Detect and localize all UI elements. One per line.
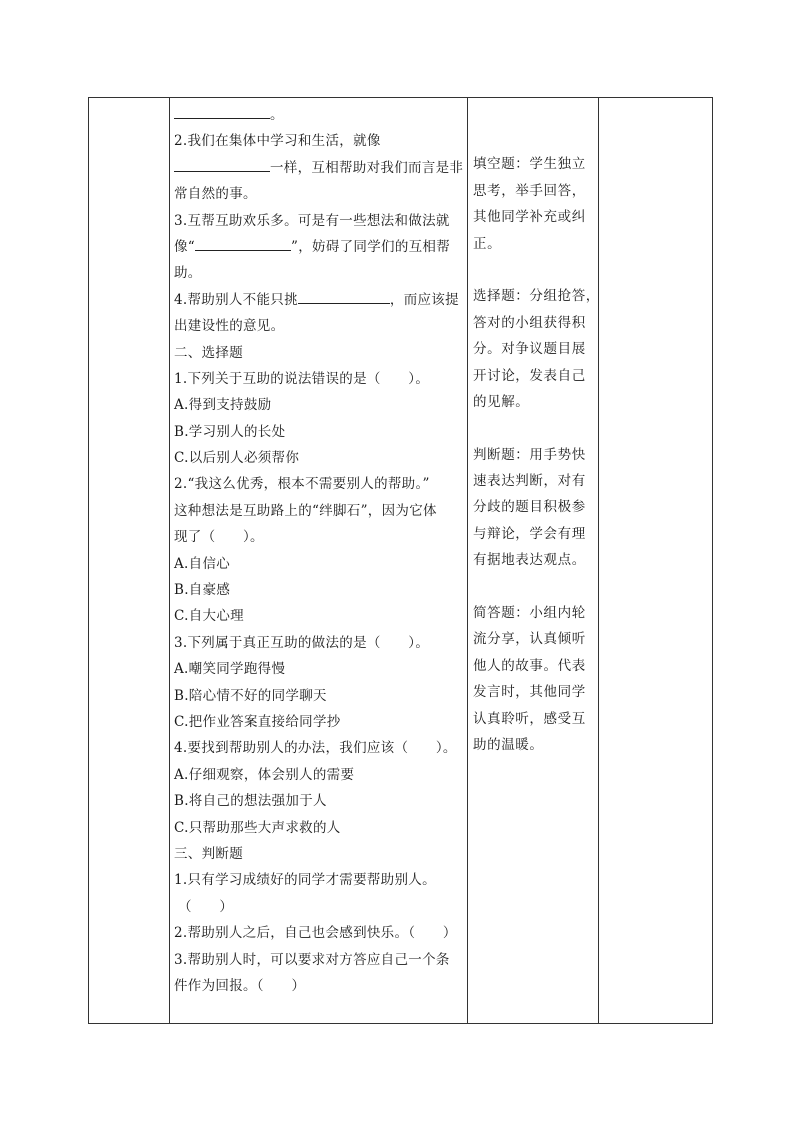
choice-question-2-cont: 这种想法是互助路上的“绊脚石”，因为它体 [174,502,437,519]
note-short: 助的温暖。 [473,736,544,753]
note-fill: 正。 [473,235,502,252]
section-heading-choice: 二、选择题 [174,344,243,361]
note-judge: 有据地表达观点。 [473,552,586,569]
note-choice: 的见解。 [473,393,530,410]
answer-blank[interactable] [195,236,291,251]
exercise-column [169,98,467,999]
judge-question-3: 3.帮助别人时，可以要求对方答应自己一个条 [174,951,450,968]
judge-question-1: 1.只有学习成绩好的同学才需要帮助别人。 [174,872,436,889]
fill-item-3-cont: 助。 [174,265,202,282]
answer-blank[interactable] [298,289,390,304]
choice-option: A.得到支持鼓励 [174,397,272,414]
judge-question-1-bracket: （ ） [178,898,234,915]
judge-question-3-cont: 件作为回报。（ ） [174,977,306,994]
choice-option: A.仔细观察，体会别人的需要 [174,766,355,783]
note-fill: 其他同学补充或纠 [473,209,586,226]
note-short: 他人的故事。代表 [473,657,586,674]
choice-option: C.以后别人必须帮你 [174,450,300,467]
note-judge: 判断题：用手势快 [473,446,586,463]
note-judge: 与辩论，学会有理 [473,525,586,542]
choice-question-3: 3.下列属于真正互助的做法的是（ ）。 [174,634,430,651]
choice-question-2: 2.“我这么优秀，根本不需要别人的帮助。” [174,476,430,493]
answer-blank[interactable] [174,104,270,119]
choice-option: C.把作业答案直接给同学抄 [174,713,341,730]
choice-option: B.自豪感 [174,582,231,599]
note-fill: 思考，举手回答， [473,182,586,199]
judge-question-2: 2.帮助别人之后，自己也会感到快乐。（ ） [174,925,457,942]
note-short: 认真聆听，感受互 [473,710,586,727]
fill-item-2-text: 2.我们在集体中学习和生活，就像 [174,133,381,150]
note-fill: 填空题：学生独立 [473,156,586,173]
note-choice: 分。对争议题目展 [473,341,586,358]
answer-blank[interactable] [174,157,270,172]
fill-item-3-blank-line: 像“ ”，妨碍了同学们的互相帮 [174,234,467,260]
choice-option: A.嘲笑同学跑得慢 [174,661,286,678]
note-short: 简答题：小组内轮 [473,605,586,622]
choice-option: B.将自己的想法强加于人 [174,793,327,810]
note-judge: 速表达判断，对有 [473,473,586,490]
fill-item-4-blank-line: 4.帮助别人不能只挑 ，而应该提 [174,287,467,313]
section-heading-judge: 三、判断题 [174,845,243,862]
fill-item-3-text: 3.互帮互助欢乐多。可是有一些想法和做法就 [174,212,450,229]
note-short: 流分享，认真倾听 [473,631,586,648]
activity-column [467,98,599,758]
choice-option: C.自大心理 [174,608,244,625]
fill-item-2-cont: 常自然的事。 [174,186,257,203]
choice-question-2-cont: 现了（ ）。 [174,529,264,546]
fill-item-1: 。 [174,102,467,128]
choice-option: C.只帮助那些大声求救的人 [174,819,341,836]
choice-question-4: 4.要找到帮助别人的办法，我们应该（ ）。 [174,740,457,757]
note-choice: 开讨论，发表自己 [473,367,586,384]
lesson-table [88,97,713,1024]
fill-item-4-cont: 出建设性的意见。 [174,318,285,335]
note-choice: 答对的小组获得积 [473,314,586,331]
choice-question-1: 1.下列关于互助的说法错误的是（ ）。 [174,370,430,387]
choice-option: B.陪心情不好的同学聊天 [174,687,327,704]
choice-option: A.自信心 [174,555,231,572]
note-choice: 选择题：分组抢答， [473,288,600,305]
note-judge: 分歧的题目积极参 [473,499,586,516]
fill-item-2-blank-line: 一样，互相帮助对我们而言是非 [174,155,467,181]
choice-option: B.学习别人的长处 [174,423,286,440]
note-short: 发言时，其他同学 [473,684,586,701]
